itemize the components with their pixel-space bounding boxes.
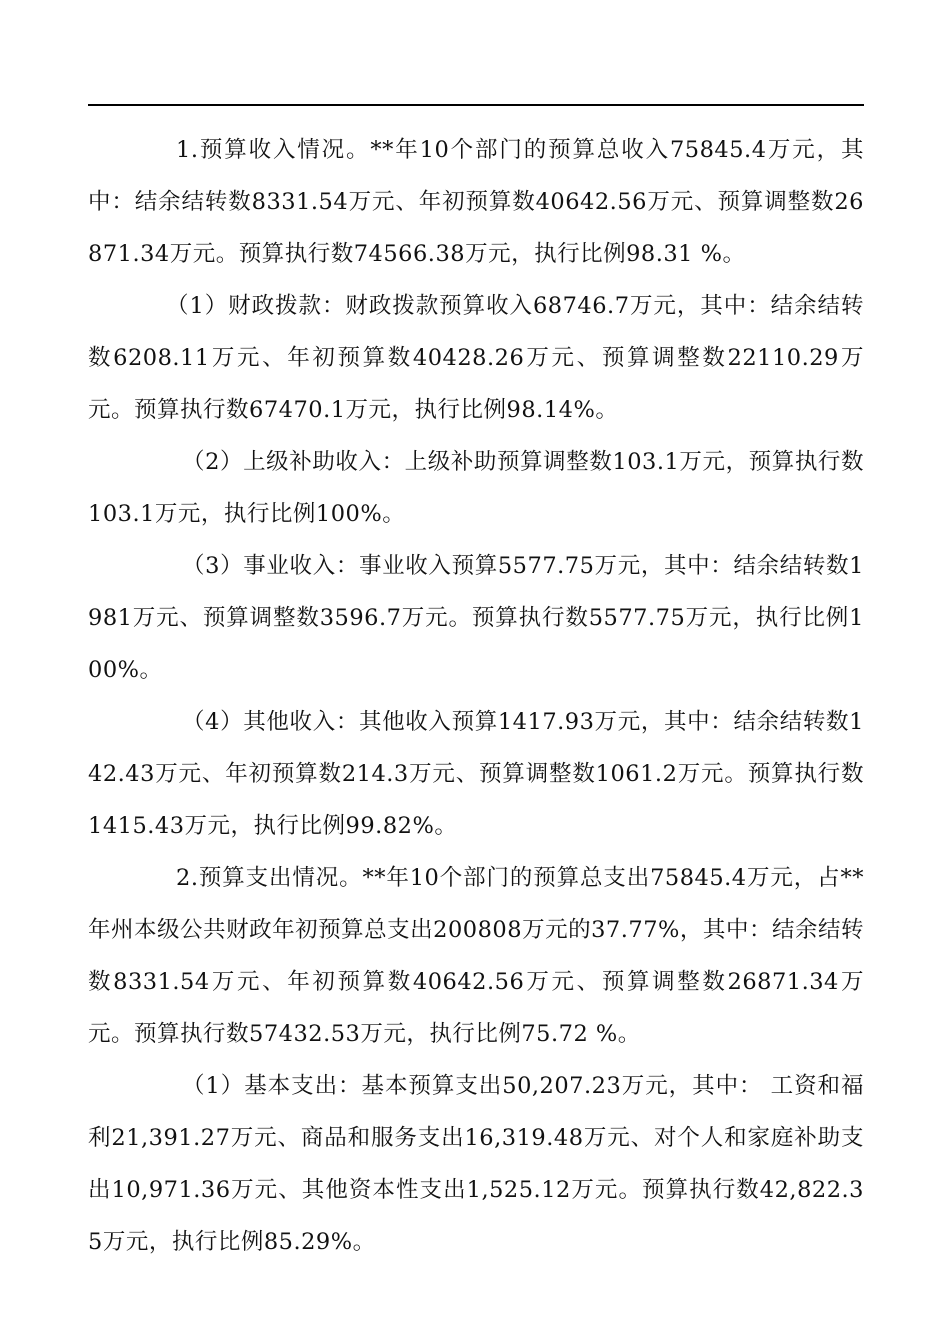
paragraph-budget-income: 1.预算收入情况。**年10个部门的预算总收入75845.4万元，其中：结余结转数8331.54万元、年初预算数40642.56万元、预算调整数26871.34万元。预算执行数74566.38万元，执行比例98.31 %。 [88, 137, 864, 267]
paragraph-business-income: （3）事业收入：事业收入预算5577.75万元，其中：结余结转数1981万元、预算调整数3596.7万元。预算执行数5577.75万元，执行比例100%。 [88, 553, 864, 683]
paragraph-other-income: （4）其他收入：其他收入预算1417.93万元，其中：结余结转数142.43万元、年初预算数214.3万元、预算调整数1061.2万元。预算执行数1415.43万元，执行比例99.82%。 [88, 709, 864, 839]
paragraph-basic-expenditure: （1）基本支出：基本预算支出50,207.23万元，其中： 工资和福利21,391.27万元、商品和服务支出16,319.48万元、对个人和家庭补助支出10,971.36万元、其他资本性支出1,525.12万元。预算执行数42,822.35万元，执行比例85.29%。 [88, 1073, 864, 1255]
paragraph-superior-subsidy: （2）上级补助收入：上级补助预算调整数103.1万元，预算执行数103.1万元，执行比例100%。 [88, 449, 864, 527]
document-body [88, 124, 864, 1268]
header-rule [88, 104, 864, 106]
paragraph-budget-expenditure: 2.预算支出情况。**年10个部门的预算总支出75845.4万元，占**年州本级公共财政年初预算总支出200808万元的37.77%，其中：结余结转数8331.54万元、年初预算数40642.56万元、预算调整数26871.34万元。预算执行数57432.53万元，执行比例75.72 %。 [88, 865, 864, 1047]
paragraph-fiscal-allocation: （1）财政拨款：财政拨款预算收入68746.7万元，其中：结余结转数6208.11万元、年初预算数40428.26万元、预算调整数22110.29万元。预算执行数67470.1万元，执行比例98.14%。 [88, 293, 864, 423]
